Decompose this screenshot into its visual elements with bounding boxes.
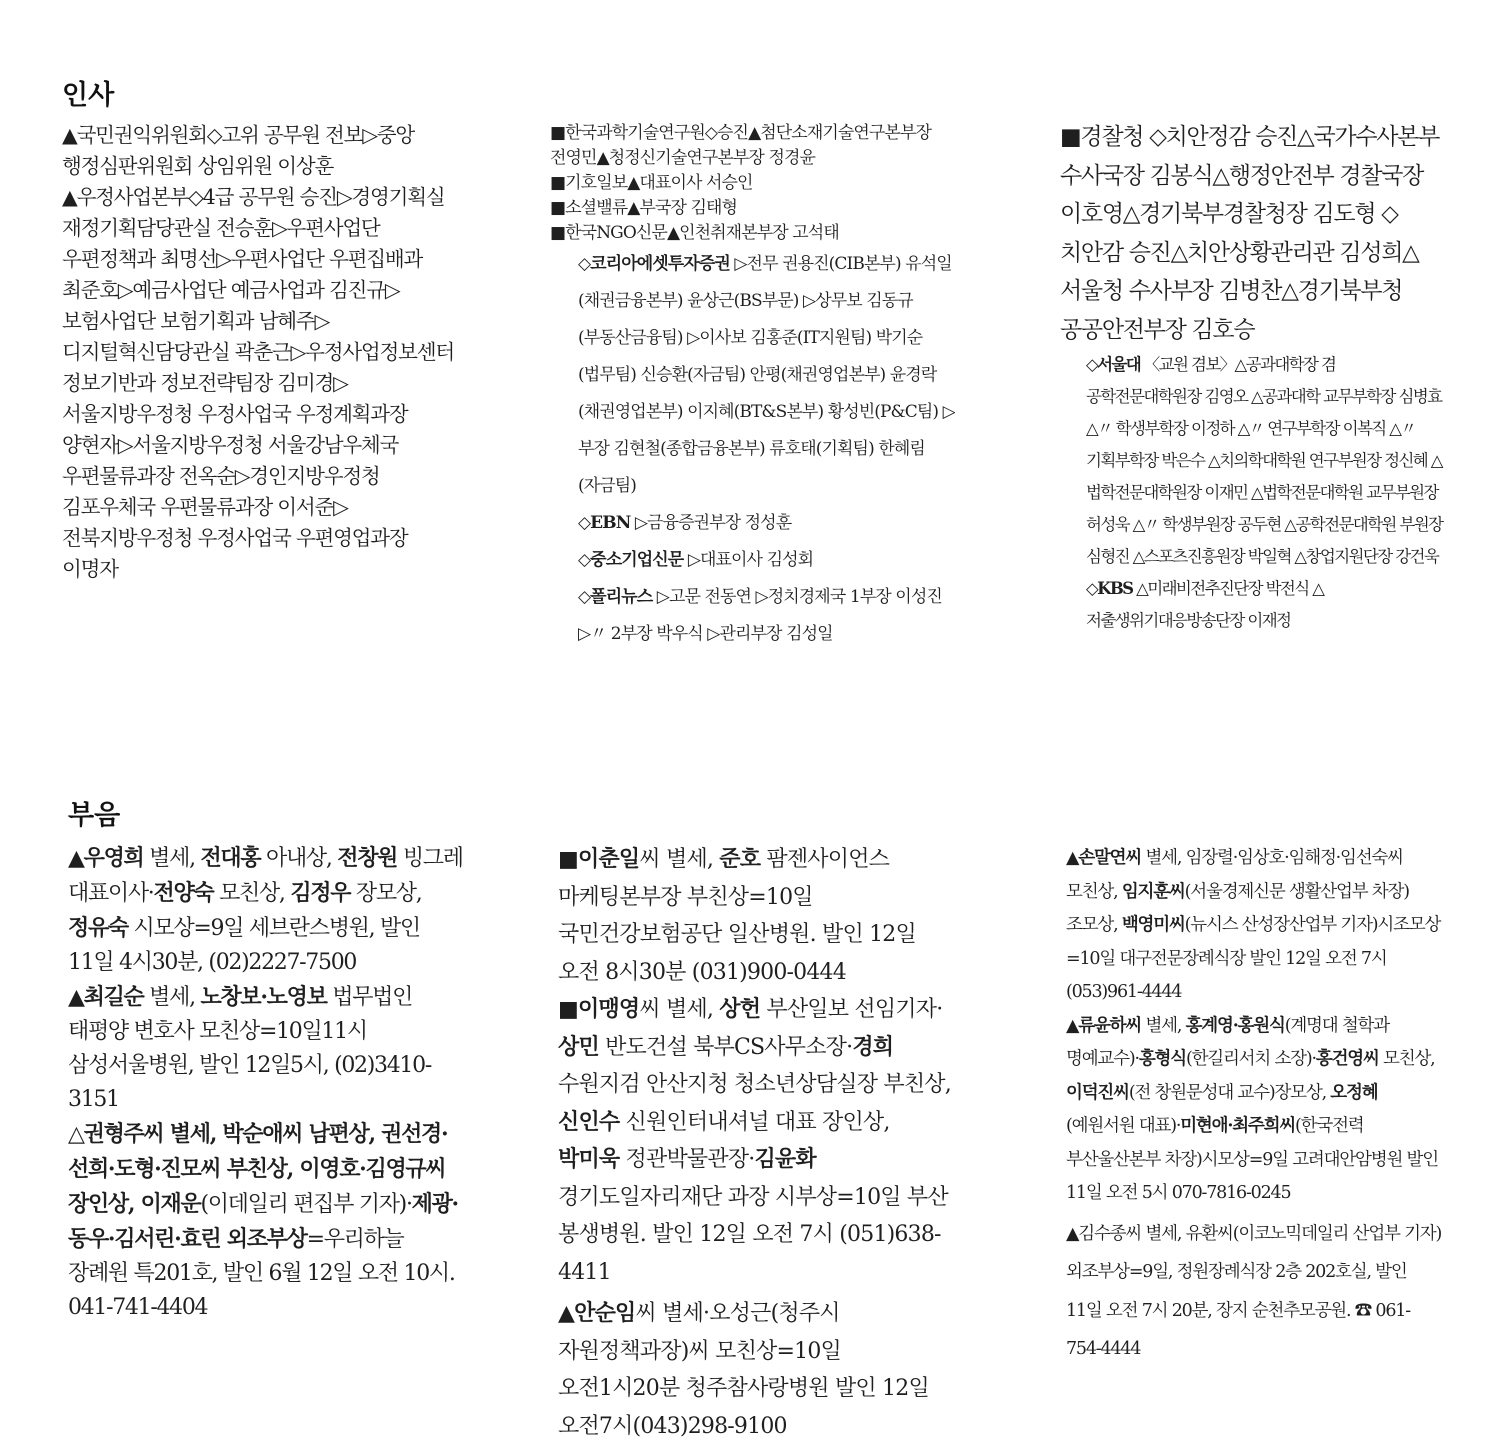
personnel-entry: ■한국과학기술연구원◇승진▲첨단소재기술연구본부장 전영민▲청정신기술연구본부장 정경윤	[550, 123, 931, 168]
org-name: ◇EBN	[578, 513, 631, 533]
section-heading-obituary: 부음	[68, 800, 121, 831]
personnel-entry: ▲국민권익위원회◇고위 공무원 전보▷중앙 행정심판위원회 상임위원 이상훈	[62, 123, 414, 178]
personnel-entry	[550, 542, 955, 579]
section-heading-personnel: 인사	[62, 80, 115, 111]
org-name: ◇서울대	[1086, 355, 1141, 374]
personnel-entry: ■경찰청 ◇치안정감 승진△국가수사본부 수사국장 김봉식△행정안전부 경찰국장 이호영△경기북부경찰청장 김도형 ◇치안감 승진△치안상황관리관 김성희△서울청 수사부장 김병찬△경기북부청 공공안전부장 김호승	[1060, 124, 1439, 343]
personnel-entry	[1060, 573, 1452, 637]
personnel-entry	[1060, 349, 1452, 573]
entry-text: ▷전무 권용진(CIB본부) 유석일(채권금융본부) 윤상근(BS부문) ▷상무보 김동규(부동산금융팀) ▷이사보 김홍준(IT지원팀) 박기순(법무팀) 신승환(자금팀) 안평(채권영업본부) 윤경락(채권영업본부) 이지혜(BT&S본부) 황성빈(P&C팀) ▷부장 김현철(종합금융본부) 류호태(기획팀) 한혜림(자금팀)	[578, 254, 955, 496]
personnel-entry: ■소셜밸류▲부국장 김태형	[550, 198, 738, 218]
obituary-entry: ▲최길순 별세, 노창보·노영보 법무법인 태평양 변호사 모친상=10일11시 삼성서울병원, 발인 12일5시, (02)3410-3151	[68, 984, 431, 1112]
org-name: ◇폴리뉴스	[578, 587, 653, 607]
entry-text: ▷대표이사 김성회	[683, 550, 814, 570]
obituary-entry: ▲손말연씨 별세, 임장렬·임상호·임해정·임선숙씨 모친상, 임지훈씨(서울경제신문 생활산업부 차장)조모상, 백영미씨(뉴시스 산성장산업부 기자)시조모상=10일 대구전문장례식장 발인 12일 오전 7시 (053)961-4444	[1066, 848, 1441, 1002]
personnel-column-3	[1060, 118, 1452, 637]
personnel-column-2	[550, 121, 955, 653]
obituary-entry: ■이맹영씨 별세, 상헌 부산일보 선임기자·상민 반도건설 북부CS사무소장·경희 수원지검 안산지청 청소년상담실장 부친상, 신인수 신원인터내셔널 대표 장인상, 박미욱 정관박물관장·김윤화 경기도일자리재단 과장 시부상=10일 부산 봉생병원. 발인 12일 오전 7시 (051)638-4411	[558, 996, 951, 1285]
entry-text: 〈교원 겸보〉△공과대학장 겸 공학전문대학원장 김영오 △공과대학 교무부학장 심병효 △〃 학생부학장 이정하 △〃 연구부학장 이복직 △〃 기획부학장 박은수 △치의학대학원 연구부원장 정신혜 △법학전문대학원장 이재민 △법학전문대학원 교무부원장 허성욱 △〃 학생부원장 공두현 △공학전문대학원 부원장 심형진 △스포츠진흥원장 박일혁 △창업지원단장 강건욱	[1086, 355, 1443, 566]
personnel-entry	[550, 505, 955, 542]
personnel-entry: ■한국NGO신문▲인천취재본부장 고석태	[550, 223, 839, 243]
obituary-column-3	[1048, 842, 1444, 1369]
obituary-entry: ▲우영희 별세, 전대홍 아내상, 전창원 빙그레 대표이사·전양숙 모친상, 김정우 장모상, 정유숙 시모상=9일 세브란스병원, 발인 11일 4시30분, (02)2227-7500	[68, 845, 463, 975]
obituary-column-2	[558, 841, 953, 1445]
org-name: ◇KBS	[1086, 579, 1133, 598]
entry-text: ▷금융증권부장 정성훈	[630, 513, 792, 533]
personnel-entry: ■기호일보▲대표이사 서승인	[550, 173, 753, 193]
obituary-entry: ▲류윤하씨 별세, 홍계영·홍원식(계명대 철학과 명예교수)·홍형식(한길리서치 소장)·홍건영씨 모친상, 이덕진씨(전 창원문성대 교수)장모상, 오정혜(예원서원 대표)·미현애·최주희씨(한국전력 부산울산본부 차장)시모상=9일 고려대안암병원 발인 11일 오전 5시 070-7816-0245	[1066, 1015, 1438, 1203]
personnel-entry	[550, 579, 955, 653]
personnel-column-1	[62, 120, 462, 585]
obituary-entry: ■이춘일씨 별세, 준호 팜젠사이언스 마케팅본부장 부친상=10일 국민건강보험공단 일산병원. 발인 12일 오전 8시30분 (031)900-0444	[558, 846, 916, 985]
obituary-entry: △권형주씨 별세, 박순애씨 남편상, 권선경·선희·도형·진모씨 부친상, 이영호·김영규씨 장인상, 이재운(이데일리 편집부 기자)·제광·동우·김서린·효린 외조부상=우리하늘 장례원 특201호, 발인 6월 12일 오전 10시. 041-741-4404	[68, 1121, 458, 1320]
org-name: ◇코리아에셋투자증권	[578, 254, 730, 274]
entry-text: △미래비전추진단장 박전식 △저출생위기대응방송단장 이재정	[1086, 579, 1324, 630]
entry-text: ▷고문 전동연 ▷정치경제국 1부장 이성진 ▷〃 2부장 박우식 ▷관리부장 김성일	[578, 587, 942, 644]
personnel-entry	[550, 246, 955, 505]
obituary-entry: ▲김수종씨 별세, 유환씨(이코노믹데일리 산업부 기자) 외조부상=9일, 정원장례식장 2층 202호실, 발인 11일 오전 7시 20분, 장지 순천추모공원. ☎ 061-754-4444	[1066, 1223, 1442, 1359]
personnel-entry: ▲우정사업본부◇4급 공무원 승진▷경영기획실 재정기획담당관실 전승훈▷우편사업단 우편정책과 최명선▷우편사업단 우편집배과 최준호▷예금사업단 예금사업과 김진규▷보험사업단 보험기획과 남혜주▷디지털혁신담당관실 곽춘근▷우정사업정보센터 정보기반과 정보전략팀장 김미경▷서울지방우정청 우정사업국 우정계획과장 양현자▷서울지방우정청 서울강남우체국 우편물류과장 전옥순▷경인지방우정청 김포우체국 우편물류과장 이서준▷전북지방우정청 우정사업국 우편영업과장 이명자	[62, 185, 454, 581]
org-name: ◇중소기업신문	[578, 550, 684, 570]
obituary-column-1	[68, 841, 468, 1325]
obituary-entry: ▲안순임씨 별세·오성근(청주시 자원정책과장)씨 모친상=10일 오전1시20분 청주참사랑병원 발인 12일 오전7시(043)298-9100	[558, 1300, 929, 1439]
